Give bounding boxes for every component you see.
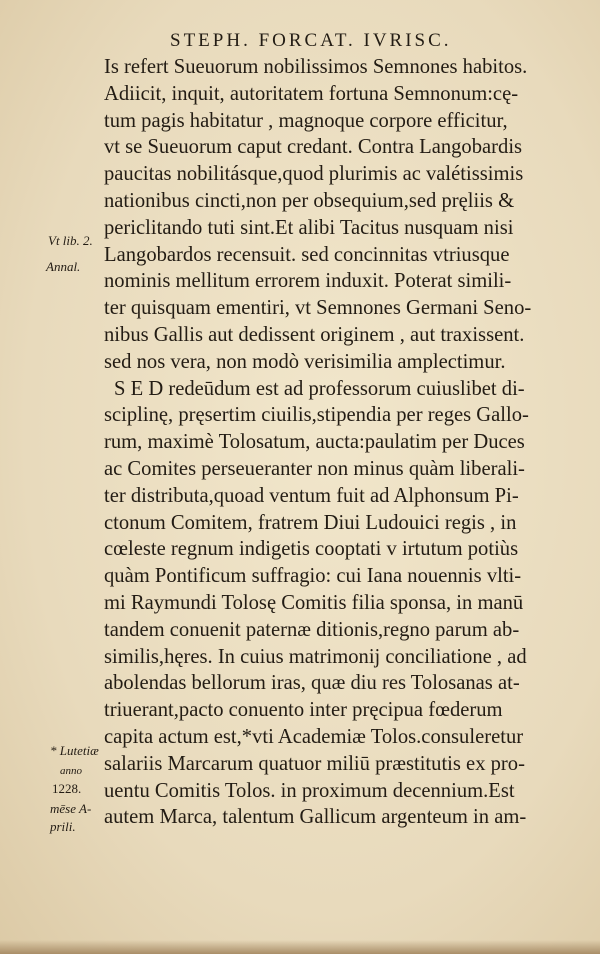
margin-note-anno: anno <box>60 765 82 777</box>
text-line: tum pagis habitatur , magnoque corpore efficitur, <box>104 109 508 132</box>
text-line: autem Marca, talentum Gallicum argenteum in am- <box>104 806 527 829</box>
text-line: nationibus cincti,non per obsequium,sed pręliis & <box>104 189 515 212</box>
text-line: periclitando tuti sint.Et alibi Tacitus nusquam nisi <box>104 216 514 239</box>
text-line: nibus Gallis aut dedissent originem , aut traxissent. <box>104 323 525 346</box>
text-line: Is refert Sueuorum nobilissimos Semnones habitos. <box>104 56 528 78</box>
margin-note-vt-lib: Vt lib. 2. <box>48 233 93 248</box>
text-line: vt se Sueuorum caput credant. Contra Langobardis <box>104 136 523 159</box>
text-line: Langobardos recensuit. sed concinnitas vtriusque <box>104 243 510 266</box>
text-line: salariis Marcarum quatuor miliū præstitutis ex pro- <box>104 752 525 775</box>
text-line: ac Comites perseueranter non minus quàm liberali- <box>104 457 525 480</box>
text-line: mi Raymundi Tolosę Comitis filia sponsa, in manū <box>104 591 524 614</box>
text-line: rum, maximè Tolosatum, aucta:paulatim per Duces <box>104 431 525 454</box>
margin-note-lutetie: * Lutetiæ <box>50 743 99 758</box>
text-line: S E D redeūdum est ad professorum cuiuslibet di- <box>114 377 525 400</box>
body-text <box>104 54 584 831</box>
text-line: sed nos vera, non modò verisimilia amplectimur. <box>104 350 506 373</box>
text-line: quàm Pontificum suffragio: cui Iana nouennis vlti- <box>104 565 522 588</box>
text-line: Adiicit, inquit, autoritatem fortuna Semnonum:cę- <box>104 82 519 105</box>
text-line: similis,hęres. In cuius matrimonij conciliatione , ad <box>104 645 527 668</box>
running-head: STEPH. FORCAT. IVRISC. <box>170 30 452 51</box>
margin-note-prili: prili. <box>50 819 76 834</box>
text-line: abolendas bellorum iras, quæ diu res Tolosanas at- <box>104 672 520 695</box>
margin-note-mense: mēse A- <box>50 801 92 816</box>
text-line: sciplinę, pręsertim ciuilis,stipendia per reges Gallo- <box>104 404 529 427</box>
text-line: nominis mellitum errorem induxit. Poterat simili- <box>104 270 512 293</box>
text-line: ctonum Comitem, fratrem Diui Ludouici regis , in <box>104 511 517 534</box>
text-line: paucitas nobilitásque,quod plurimis ac valétissimis <box>104 163 524 186</box>
text-line: cœleste regnum indigetis cooptati v irtutum potiùs <box>104 538 519 561</box>
text-line: tandem conuenit paternæ ditionis,regno parum ab- <box>104 618 520 641</box>
text-line: triuerant,pacto conuento inter pręcipua fœderum <box>104 699 503 722</box>
margin-note-annal: Annal. <box>46 259 81 274</box>
text-line: ter distributa,quoad ventum fuit ad Alphonsum Pi- <box>104 484 519 507</box>
text-line: ter quisquam ementiri, vt Semnones Germani Seno- <box>104 297 532 320</box>
margin-note-year: 1228. <box>52 781 82 796</box>
text-line: uentu Comitis Tolos. in proximum decennium.Est <box>104 779 515 802</box>
text-line: capita actum est,*vti Academiæ Tolos.consuleretur <box>104 725 524 748</box>
page-edge-shadow <box>0 940 600 954</box>
